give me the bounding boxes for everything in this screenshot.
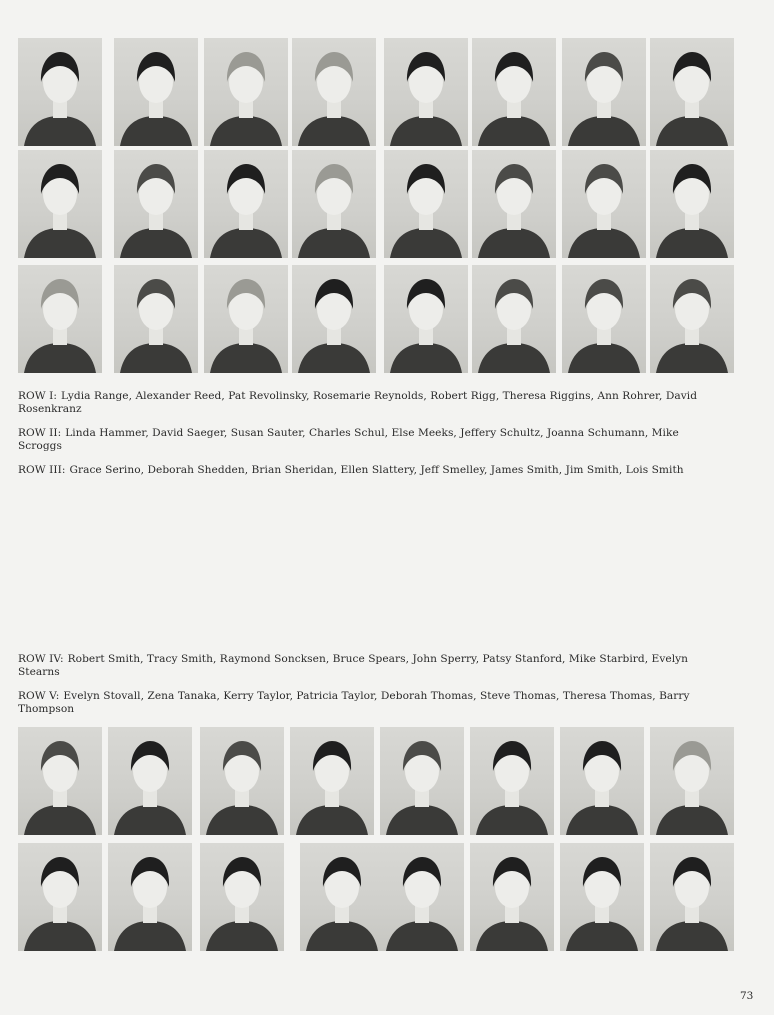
portrait-silhouette (204, 38, 288, 146)
portrait-photo (650, 843, 734, 951)
portrait-silhouette (380, 727, 464, 835)
portrait-photo (18, 150, 102, 258)
portrait-shoulders (120, 343, 192, 373)
caption-row-label: ROW IV: (18, 653, 64, 665)
portrait-silhouette (470, 843, 554, 951)
portrait-shoulders (24, 343, 96, 373)
portrait-photo (650, 727, 734, 835)
portrait-photo (384, 38, 468, 146)
caption-row-label: ROW V: (18, 690, 60, 702)
portrait-shoulders (386, 805, 458, 835)
portrait-photo (18, 38, 102, 146)
portrait-photo (470, 843, 554, 951)
caption-row-label: ROW I: (18, 390, 57, 402)
portrait-shoulders (478, 228, 550, 258)
portrait-photo (472, 38, 556, 146)
portrait-photo (384, 150, 468, 258)
portrait-shoulders (656, 343, 728, 373)
portrait-shoulders (210, 228, 282, 258)
portrait-shoulders (476, 921, 548, 951)
portrait-shoulders (206, 805, 278, 835)
portrait-photo (204, 265, 288, 373)
caption-row-4 (18, 653, 718, 679)
portrait-silhouette (384, 38, 468, 146)
portrait-shoulders (24, 805, 96, 835)
portrait-photo (560, 727, 644, 835)
portrait-silhouette (18, 265, 102, 373)
portrait-shoulders (386, 921, 458, 951)
portrait-silhouette (108, 843, 192, 951)
portrait-shoulders (656, 116, 728, 146)
portrait-silhouette (200, 843, 284, 951)
portrait-shoulders (114, 805, 186, 835)
portrait-photo (470, 727, 554, 835)
photo-row-4 (16, 727, 748, 839)
caption-row-label: ROW III: (18, 464, 66, 476)
portrait-silhouette (114, 38, 198, 146)
portrait-silhouette (384, 150, 468, 258)
portrait-silhouette (292, 265, 376, 373)
caption-names: Robert Smith, Tracy Smith, Raymond Soncksen, Bruce Spears, John Sperry, Patsy Stanford, Mike Starbird, Evelyn Stearns (18, 653, 689, 678)
portrait-shoulders (120, 116, 192, 146)
portrait-photo (18, 265, 102, 373)
portrait-shoulders (24, 228, 96, 258)
portrait-silhouette (204, 265, 288, 373)
portrait-photo (650, 265, 734, 373)
portrait-photo (472, 150, 556, 258)
portrait-photo (18, 727, 102, 835)
portrait-silhouette (204, 150, 288, 258)
portrait-shoulders (390, 228, 462, 258)
portrait-photo (380, 843, 464, 951)
portrait-photo (204, 150, 288, 258)
portrait-shoulders (298, 116, 370, 146)
portrait-photo (200, 843, 284, 951)
caption-names: Linda Hammer, David Saeger, Susan Sauter, Charles Schul, Else Meeks, Jeffery Schultz, Joanna Schumann, Mike Scroggs (18, 427, 679, 452)
portrait-photo (292, 150, 376, 258)
portrait-photo (18, 843, 102, 951)
portrait-silhouette (650, 843, 734, 951)
portrait-shoulders (566, 805, 638, 835)
portrait-silhouette (290, 727, 374, 835)
portrait-photo (650, 150, 734, 258)
photo-row-5 (16, 843, 748, 955)
portrait-shoulders (306, 921, 378, 951)
caption-row-label: ROW II: (18, 427, 62, 439)
portrait-shoulders (566, 921, 638, 951)
portrait-silhouette (384, 265, 468, 373)
portrait-shoulders (656, 228, 728, 258)
portrait-silhouette (650, 265, 734, 373)
portrait-silhouette (18, 38, 102, 146)
portrait-shoulders (656, 805, 728, 835)
caption-row-5 (18, 690, 718, 716)
portrait-silhouette (292, 38, 376, 146)
portrait-silhouette (650, 38, 734, 146)
portrait-silhouette (108, 727, 192, 835)
caption-row-3 (18, 464, 718, 477)
caption-names: Grace Serino, Deborah Shedden, Brian Sheridan, Ellen Slattery, Jeff Smelley, James Smith, Jim Smith, Lois Smith (69, 464, 684, 476)
portrait-shoulders (478, 116, 550, 146)
portrait-photo (560, 843, 644, 951)
portrait-photo (562, 150, 646, 258)
portrait-photo (380, 727, 464, 835)
portrait-photo (562, 38, 646, 146)
portrait-photo (114, 150, 198, 258)
portrait-shoulders (114, 921, 186, 951)
portrait-photo (562, 265, 646, 373)
portrait-silhouette (562, 265, 646, 373)
portrait-photo (200, 727, 284, 835)
portrait-photo (114, 265, 198, 373)
portrait-shoulders (476, 805, 548, 835)
portrait-shoulders (24, 116, 96, 146)
portrait-photo (114, 38, 198, 146)
portrait-shoulders (568, 228, 640, 258)
portrait-photo (384, 265, 468, 373)
caption-names: Evelyn Stovall, Zena Tanaka, Kerry Taylor, Patricia Taylor, Deborah Thomas, Steve Thomas, Theresa Thomas, Barry Thompson (18, 690, 690, 715)
portrait-shoulders (210, 343, 282, 373)
portrait-silhouette (472, 150, 556, 258)
portrait-shoulders (120, 228, 192, 258)
photo-row-2 (16, 150, 748, 262)
portrait-silhouette (560, 727, 644, 835)
portrait-photo (292, 265, 376, 373)
portrait-silhouette (380, 843, 464, 951)
caption-names: Lydia Range, Alexander Reed, Pat Revolinsky, Rosemarie Reynolds, Robert Rigg, Theresa Riggins, Ann Rohrer, David Rosenkranz (18, 390, 698, 415)
portrait-silhouette (560, 843, 644, 951)
portrait-photo (300, 843, 384, 951)
portrait-shoulders (296, 805, 368, 835)
portrait-photo (108, 843, 192, 951)
portrait-silhouette (114, 265, 198, 373)
portrait-silhouette (18, 727, 102, 835)
portrait-silhouette (292, 150, 376, 258)
portrait-silhouette (18, 843, 102, 951)
portrait-shoulders (656, 921, 728, 951)
portrait-shoulders (24, 921, 96, 951)
portrait-photo (204, 38, 288, 146)
portrait-silhouette (300, 843, 384, 951)
portrait-photo (108, 727, 192, 835)
portrait-silhouette (562, 150, 646, 258)
photo-row-3 (16, 265, 748, 377)
portrait-photo (650, 38, 734, 146)
page-number: 73 (740, 990, 754, 1002)
portrait-shoulders (210, 116, 282, 146)
portrait-silhouette (650, 150, 734, 258)
caption-row-1 (18, 390, 718, 416)
portrait-silhouette (562, 38, 646, 146)
portrait-silhouette (114, 150, 198, 258)
portrait-silhouette (470, 727, 554, 835)
portrait-photo (290, 727, 374, 835)
portrait-shoulders (568, 116, 640, 146)
portrait-shoulders (206, 921, 278, 951)
portrait-silhouette (472, 38, 556, 146)
portrait-shoulders (568, 343, 640, 373)
portrait-shoulders (298, 343, 370, 373)
caption-row-2 (18, 427, 718, 453)
portrait-photo (472, 265, 556, 373)
portrait-silhouette (650, 727, 734, 835)
portrait-photo (292, 38, 376, 146)
portrait-silhouette (472, 265, 556, 373)
portrait-silhouette (18, 150, 102, 258)
portrait-silhouette (200, 727, 284, 835)
portrait-shoulders (298, 228, 370, 258)
portrait-shoulders (390, 116, 462, 146)
photo-row-1 (16, 38, 748, 150)
portrait-shoulders (478, 343, 550, 373)
portrait-shoulders (390, 343, 462, 373)
